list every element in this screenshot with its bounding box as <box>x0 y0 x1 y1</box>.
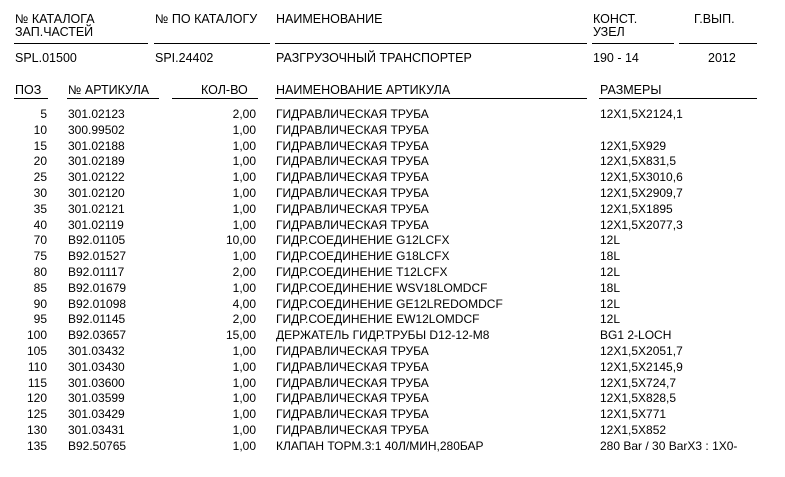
row-article: 301.02120 <box>68 186 125 200</box>
table-row <box>0 186 785 202</box>
col-pos-rule <box>14 98 48 99</box>
row-size: 12X1,5X2077,3 <box>600 217 683 232</box>
col-size-rule <box>599 98 757 99</box>
row-qty: 1,00 <box>232 249 256 264</box>
row-name: ГИДРАВЛИЧЕСКАЯ ТРУБА <box>276 186 429 200</box>
row-qty: 1,00 <box>232 391 256 406</box>
row-article: 301.02188 <box>68 138 125 153</box>
row-pos: 105 <box>26 344 47 358</box>
row-name: ГИДРАВЛИЧЕСКАЯ ТРУБА <box>276 359 429 374</box>
unit-label: КОНСТ. УЗЕЛ <box>593 12 638 39</box>
row-article: 301.02122 <box>68 170 125 185</box>
row-pos: 70 <box>33 233 47 248</box>
table-row <box>0 218 785 234</box>
row-name: ГИДР.СОЕДИНЕНИЕ G18LCFX <box>276 249 450 264</box>
row-article: 301.02119 <box>68 217 124 232</box>
row-article: B92.03657 <box>68 328 127 343</box>
row-size: 18L <box>600 280 621 295</box>
row-size: 12X1,5X1895 <box>600 201 673 216</box>
row-article: 301.03432 <box>68 344 125 358</box>
row-size: 12X1,5X828,5 <box>600 391 677 406</box>
row-article: 301.03599 <box>68 391 125 406</box>
row-size: 12L <box>600 233 621 248</box>
row-qty: 1,00 <box>232 170 256 185</box>
row-article: B92.01145 <box>68 312 126 327</box>
row-qty: 1,00 <box>232 423 256 437</box>
row-qty: 1,00 <box>232 201 256 216</box>
row-size: 12X1,5X929 <box>600 138 667 153</box>
table-row <box>0 297 785 313</box>
row-name: ГИДРАВЛИЧЕСКАЯ ТРУБА <box>276 407 429 422</box>
row-name: ГИДРАВЛИЧЕСКАЯ ТРУБА <box>276 107 429 121</box>
row-pos: 15 <box>33 138 47 153</box>
row-name: ГИДР.СОЕДИНЕНИЕ EW12LOMDCF <box>276 312 480 327</box>
row-qty: 1,00 <box>232 280 256 295</box>
row-name: ДЕРЖАТЕЛЬ ГИДР.ТРУБЫ D12-12-M8 <box>276 328 490 343</box>
row-name: ГИДРАВЛИЧЕСКАЯ ТРУБА <box>276 122 429 137</box>
row-qty: 1,00 <box>232 438 256 453</box>
row-article: 300.99502 <box>68 122 125 137</box>
row-qty: 1,00 <box>232 359 256 374</box>
row-qty: 1,00 <box>232 217 256 232</box>
catalog-no-rule <box>154 43 270 44</box>
row-pos: 115 <box>27 375 47 390</box>
row-pos: 90 <box>33 296 47 311</box>
row-article: 301.02121 <box>68 201 125 216</box>
col-size-header: РАЗМЕРЫ <box>600 83 662 97</box>
row-size: 12X1,5X2145,9 <box>600 359 683 374</box>
row-qty: 1,00 <box>232 344 256 358</box>
catalog-no-label: № ПО КАТАЛОГУ <box>155 12 258 26</box>
row-size: 12X1,5X3010,6 <box>600 170 683 185</box>
row-name: ГИДРАВЛИЧЕСКАЯ ТРУБА <box>276 423 429 437</box>
table-row <box>0 376 785 392</box>
row-size: 12X1,5X771 <box>600 407 667 422</box>
row-qty: 1,00 <box>232 186 256 200</box>
row-pos: 120 <box>26 391 47 406</box>
year-label: Г.ВЫП. <box>694 12 735 26</box>
table-row <box>0 170 785 186</box>
row-pos: 125 <box>26 407 47 422</box>
row-pos: 135 <box>26 438 47 453</box>
row-pos: 80 <box>33 265 47 279</box>
name-rule <box>275 43 587 44</box>
row-pos: 35 <box>33 201 47 216</box>
table-row <box>0 312 785 328</box>
table-row <box>0 123 785 139</box>
row-pos: 130 <box>26 423 47 437</box>
row-size: 12X1,5X2909,7 <box>600 186 683 200</box>
name-value: РАЗГРУЗОЧНЫЙ ТРАНСПОРТЕР <box>276 51 472 65</box>
row-size: 12X1,5X724,7 <box>600 375 677 390</box>
row-qty: 1,00 <box>232 138 256 153</box>
col-article-rule <box>67 98 159 99</box>
row-size: 12X1,5X831,5 <box>600 154 677 169</box>
row-size: 12X1,5X852 <box>600 423 667 437</box>
row-qty: 4,00 <box>232 296 256 311</box>
row-qty: 1,00 <box>232 375 256 390</box>
row-name: ГИДР.СОЕДИНЕНИЕ WSV18LOMDCF <box>276 280 488 295</box>
row-name: ГИДР.СОЕДИНЕНИЕ G12LCFX <box>276 233 450 248</box>
year-value: 2012 <box>708 51 736 65</box>
row-name: ГИДРАВЛИЧЕСКАЯ ТРУБА <box>276 391 429 406</box>
catalog-label: № КАТАЛОГА ЗАП.ЧАСТЕЙ <box>15 12 95 39</box>
row-qty: 15,00 <box>225 328 256 343</box>
row-name: ГИДРАВЛИЧЕСКАЯ ТРУБА <box>276 154 429 169</box>
table-row <box>0 139 785 155</box>
row-size: 12L <box>600 296 621 311</box>
row-article: 301.03430 <box>68 359 125 374</box>
row-pos: 75 <box>33 249 47 264</box>
row-name: КЛАПАН ТОРМ.3:1 40Л/МИН,280БАР <box>276 438 484 453</box>
table-row <box>0 249 785 265</box>
row-pos: 85 <box>33 280 47 295</box>
row-qty: 2,00 <box>232 312 256 327</box>
row-name: ГИДРАВЛИЧЕСКАЯ ТРУБА <box>276 170 429 185</box>
row-size: 12X1,5X2124,1 <box>600 107 683 121</box>
row-article: B92.50765 <box>68 438 127 453</box>
row-article: 301.03431 <box>68 423 125 437</box>
year-rule <box>679 43 757 44</box>
row-qty: 1,00 <box>232 154 256 169</box>
table-row <box>0 233 785 249</box>
row-article: 301.03429 <box>68 407 125 422</box>
table-row <box>0 281 785 297</box>
col-qty-header: КОЛ-ВО <box>201 83 248 97</box>
row-article: 301.03600 <box>68 375 125 390</box>
unit-rule <box>592 43 674 44</box>
row-article: B92.01105 <box>68 233 126 248</box>
row-qty: 10,00 <box>225 233 256 248</box>
row-pos: 40 <box>33 217 47 232</box>
row-article: 301.02123 <box>68 107 125 121</box>
table-row <box>0 439 785 455</box>
row-pos: 20 <box>33 154 47 169</box>
row-qty: 2,00 <box>232 107 256 121</box>
row-name: ГИДРАВЛИЧЕСКАЯ ТРУБА <box>276 344 429 358</box>
table-row <box>0 107 785 123</box>
row-pos: 5 <box>40 107 47 121</box>
row-name: ГИДР.СОЕДИНЕНИЕ GE12LREDOMDCF <box>276 296 503 311</box>
row-size: 12L <box>600 312 621 327</box>
table-row <box>0 328 785 344</box>
col-article-header: № АРТИКУЛА <box>68 83 150 97</box>
table-row <box>0 202 785 218</box>
row-name: ГИДР.СОЕДИНЕНИЕ T12LCFX <box>276 265 448 279</box>
row-size: 18L <box>600 249 621 264</box>
table-row <box>0 407 785 423</box>
row-pos: 10 <box>33 122 47 137</box>
row-article: 301.02189 <box>68 154 125 169</box>
table-row <box>0 344 785 360</box>
row-pos: 30 <box>33 186 47 200</box>
row-article: B92.01098 <box>68 296 127 311</box>
row-qty: 1,00 <box>232 407 256 422</box>
row-size: 12X1,5X2051,7 <box>600 344 683 358</box>
row-pos: 95 <box>33 312 47 327</box>
row-pos: 100 <box>26 328 47 343</box>
catalog-value: SPL.01500 <box>15 51 77 65</box>
catalog-rule <box>14 43 148 44</box>
row-qty: 1,00 <box>232 122 256 137</box>
table-row <box>0 154 785 170</box>
row-article: B92.01117 <box>68 265 125 279</box>
col-name-rule <box>275 98 587 99</box>
row-name: ГИДРАВЛИЧЕСКАЯ ТРУБА <box>276 201 429 216</box>
row-pos: 25 <box>33 170 47 185</box>
row-name: ГИДРАВЛИЧЕСКАЯ ТРУБА <box>276 375 429 390</box>
catalog-no-value: SPI.24402 <box>155 51 214 65</box>
row-article: B92.01679 <box>68 280 127 295</box>
row-size: 280 Bar / 30 BarX3 : 1X0- <box>600 438 738 453</box>
col-qty-rule <box>172 98 258 99</box>
row-pos: 110 <box>27 359 47 374</box>
row-name: ГИДРАВЛИЧЕСКАЯ ТРУБА <box>276 138 429 153</box>
row-size: 12L <box>600 265 621 279</box>
row-qty: 2,00 <box>232 265 256 279</box>
col-pos-header: ПОЗ <box>15 83 42 97</box>
col-name-header: НАИМЕНОВАНИЕ АРТИКУЛА <box>276 83 451 97</box>
name-label: НАИМЕНОВАНИЕ <box>276 12 383 26</box>
table-row <box>0 423 785 439</box>
table-row <box>0 265 785 281</box>
table-row <box>0 360 785 376</box>
row-name: ГИДРАВЛИЧЕСКАЯ ТРУБА <box>276 217 429 232</box>
table-row <box>0 391 785 407</box>
row-article: B92.01527 <box>68 249 127 264</box>
row-size: BG1 2-LOCH <box>600 328 672 343</box>
unit-value: 190 - 14 <box>593 51 639 65</box>
